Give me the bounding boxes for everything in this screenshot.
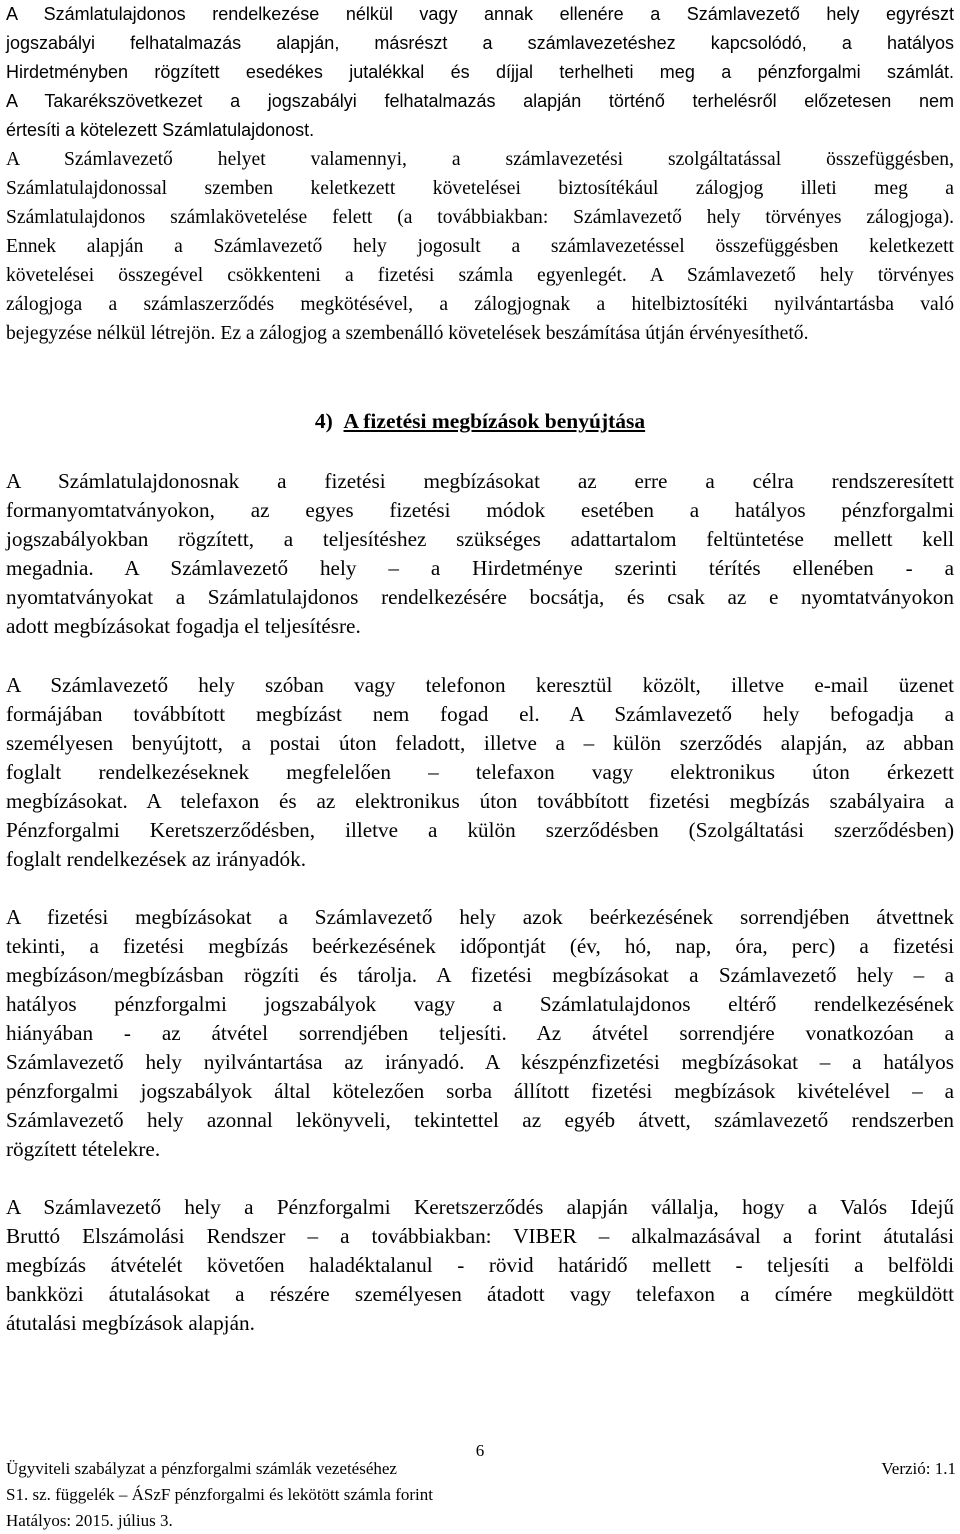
text-line: foglalt rendelkezések az irányadók. bbox=[6, 847, 307, 871]
text-line: Pénzforgalmi Keretszerződésben, illetve a külön szerződésben (Szolgáltatási szerződésben) bbox=[6, 818, 954, 842]
footer-effective-date: Hatályos: 2015. július 3. bbox=[6, 1511, 173, 1530]
intro-text bbox=[6, 0, 954, 348]
paragraph-1 bbox=[6, 467, 954, 641]
text-line: bankközi átutalásokat a részére személyesen átadott vagy telefaxon a címére megküldött bbox=[6, 1282, 954, 1306]
text-line: A Számlatulajdonosnak a fizetési megbízásokat az erre a célra rendszeresített bbox=[6, 469, 954, 493]
text-line: A Számlavezető hely szóban vagy telefonon keresztül közölt, illetve e-mail üzenet bbox=[6, 673, 954, 697]
text-line: hiányában - az átvétel sorrendjében teljesíti. Az átvétel sorrendjére vonatkozóan a bbox=[6, 1021, 954, 1045]
text-line: A Számlavezető hely a Pénzforgalmi Keretszerződés alapján vállalja, hogy a Valós Idejű bbox=[6, 1195, 954, 1219]
text-line: Számlavezető hely nyilvántartása az irányadó. A készpénzfizetési megbízásokat – a hatályos bbox=[6, 1050, 954, 1074]
text-line: rögzített tételekre. bbox=[6, 1137, 161, 1161]
page-footer bbox=[6, 1456, 956, 1534]
text-line: Hirdetményben rögzített esedékes jutalékkal és díjjal terhelheti meg a pénzforgalmi számlát. bbox=[6, 62, 954, 82]
text-line: Ennek alapján a Számlavezető hely jogosult a számlavezetéssel összefüggésben keletkezett bbox=[6, 236, 954, 257]
text-line: jogszabályi felhatalmazás alapján, másrészt a számlavezetéshez kapcsolódó, a hatályos bbox=[6, 33, 954, 53]
text-line: A Számlatulajdonos rendelkezése nélkül vagy annak ellenére a Számlavezető hely egyrészt bbox=[6, 4, 954, 24]
text-line: személyesen benyújtott, a postai úton feladott, illetve a – külön szerződés alapján, az abban bbox=[6, 731, 954, 755]
paragraph-3 bbox=[6, 903, 954, 1164]
text-line: Számlatulajdonossal szemben keletkezett követelései biztosítékául zálogjog illeti meg a bbox=[6, 178, 954, 199]
text-line: A Számlavezető helyet valamennyi, a számlavezetési szolgáltatással összefüggésben, bbox=[6, 149, 954, 170]
footer-row bbox=[6, 1482, 956, 1508]
section-title: A fizetési megbízások benyújtása bbox=[343, 409, 646, 433]
text-line: megadnia. A Számlavezető hely – a Hirdetménye szerinti térítés ellenében - a bbox=[6, 556, 954, 580]
section-number: 4) bbox=[314, 409, 333, 433]
text-line: pénzforgalmi jogszabályok által kötelezően sorba állított fizetési megbízások kivételével – a bbox=[6, 1079, 954, 1103]
footer-appendix: S1. sz. függelék – ÁSzF pénzforgalmi és lekötött számla forint bbox=[6, 1485, 433, 1504]
text-line: hatályos pénzforgalmi jogszabályok vagy a Számlatulajdonos eltérő rendelkezésének bbox=[6, 992, 954, 1016]
text-line: Bruttó Elszámolási Rendszer – a továbbiakban: VIBER – alkalmazásával a forint átutalási bbox=[6, 1224, 954, 1248]
text-line: tekinti, a fizetési megbízás beérkezésének időpontját (év, hó, nap, óra, perc) a fizetési bbox=[6, 934, 954, 958]
footer-row bbox=[6, 1456, 956, 1482]
section-heading bbox=[0, 409, 960, 434]
text-line: megbízásokat. A telefaxon és az elektronikus úton továbbított fizetési megbízás szabályaira a bbox=[6, 789, 954, 813]
paragraph-4 bbox=[6, 1193, 954, 1338]
footer-row bbox=[6, 1508, 956, 1534]
text-line: formájában továbbított megbízást nem fogad el. A Számlavezető hely befogadja a bbox=[6, 702, 954, 726]
text-line: megbízáson/megbízásban rögzíti és tárolja. A fizetési megbízásokat a Számlavezető hely – a bbox=[6, 963, 954, 987]
text-line: bejegyzése nélkül létrejön. Ez a zálogjog a szembenálló követelések beszámítása útján érvényesíthető. bbox=[6, 323, 809, 344]
text-line: formanyomtatványokon, az egyes fizetési módok esetében a hatályos pénzforgalmi bbox=[6, 498, 954, 522]
footer-version: Verzió: 1.1 bbox=[881, 1459, 956, 1478]
paragraph-2 bbox=[6, 671, 954, 874]
text-line: Számlatulajdonos számlakövetelése felett (a továbbiakban: Számlavezető hely törvényes zálogjoga). bbox=[6, 207, 954, 228]
text-line: jogszabályokban rögzített, a teljesítéshez szükséges adattartalom feltüntetése mellett kell bbox=[6, 527, 954, 551]
text-line: Számlavezető hely azonnal lekönyveli, tekintettel az egyéb átvett, számlavezető rendszerben bbox=[6, 1108, 954, 1132]
text-line: adott megbízásokat fogadja el teljesítésre. bbox=[6, 614, 361, 638]
text-line: követelései összegével csökkenteni a fizetési számla egyenlegét. A Számlavezető hely törvényes bbox=[6, 265, 954, 286]
text-line: A fizetési megbízásokat a Számlavezető hely azok beérkezésének sorrendjében átvettnek bbox=[6, 905, 954, 929]
text-line: megbízás átvételét követően haladéktalanul - rövid határidő mellett - teljesíti a belföldi bbox=[6, 1253, 954, 1277]
text-line: foglalt rendelkezéseknek megfelelően – telefaxon vagy elektronikus úton érkezett bbox=[6, 760, 954, 784]
text-line: A Takarékszövetkezet a jogszabályi felhatalmazás alapján történő terhelésről előzetesen nem bbox=[6, 91, 954, 111]
text-line: értesíti a kötelezett Számlatulajdonost. bbox=[6, 120, 315, 140]
footer-title: Ügyviteli szabályzat a pénzforgalmi számlák vezetéséhez bbox=[6, 1459, 397, 1478]
page-number: 6 bbox=[475, 1441, 485, 1460]
text-line: átutalási megbízások alapján. bbox=[6, 1311, 255, 1335]
text-line: nyomtatványokat a Számlatulajdonos rendelkezésére bocsátja, és csak az e nyomtatványokon bbox=[6, 585, 954, 609]
text-line: zálogjoga a számlaszerződés megkötésével, a zálogjognak a hitelbiztosítéki nyilvántartásba való bbox=[6, 294, 954, 315]
